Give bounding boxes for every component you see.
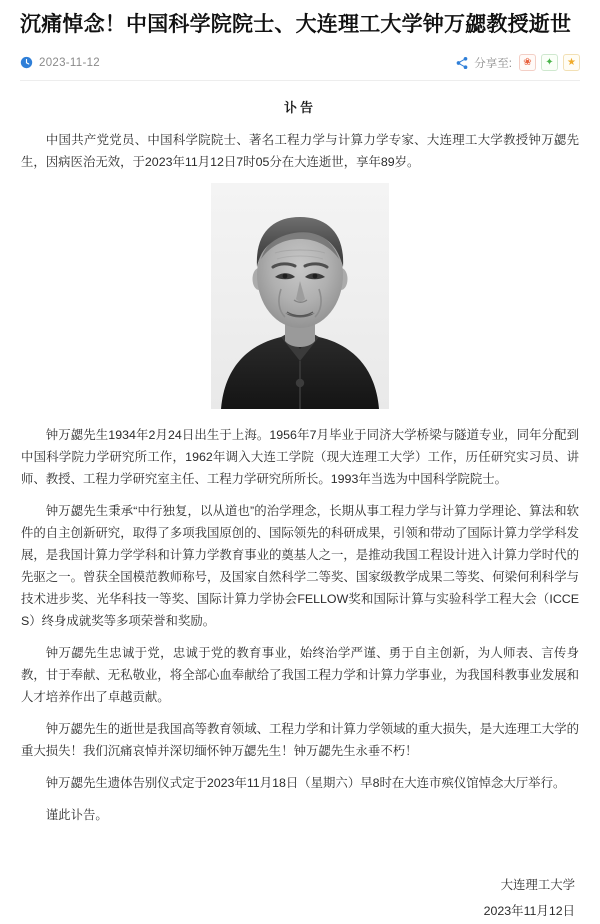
- share-nodes-icon[interactable]: [455, 56, 469, 70]
- share-label: 分享至:: [474, 57, 512, 70]
- signature-block: [21, 872, 579, 924]
- paragraph: 中国共产党党员、中国科学院院士、著名工程力学与计算力学专家、大连理工大学教授钟万勰先生，因病医治无效，于2023年11月12日7时05分在大连逝世，享年89岁。: [21, 133, 579, 169]
- paragraph: 谨此讣告。: [45, 808, 108, 822]
- paragraph: 钟万勰先生秉承“中行独复，以从道也”的治学理念，长期从事工程力学与计算力学理论、算法和软件的自主创新研究，取得了多项我国原创的、国际领先的科研成果，引领和带动了国际计算力学学科发展，是我国计算力学学科和计算力学教育事业的奠基人之一，是推动我国工程设计进入计算力学时代的先驱之一。曾获全国模范教师称号，及国家自然科学二等奖、国家级教学成果二等奖、何梁何利科学与技术进步奖、光华科技一等奖、国际计算力学协会FELLOW奖和国际计算与实验科学工程大会（ICCES）终身成就奖等多项荣誉和奖励。: [21, 504, 579, 628]
- share-weibo-button[interactable]: ❀: [519, 54, 536, 71]
- share-wechat-button[interactable]: ✦: [541, 54, 558, 71]
- paragraph: 钟万勰先生1934年2月24日出生于上海。1956年7月毕业于同济大学桥梁与隧道专业，同年分配到中国科学院力学研究所工作，1962年调入大连工学院（现大连理工大学）工作，历任研究实习员、讲师、教授、工程力学研究室主任、工程力学研究所所长。1993年当选为中国科学院院士。: [21, 428, 579, 486]
- signature-date: 2023年11月12日: [483, 904, 575, 918]
- article-meta-row: [20, 54, 580, 81]
- notice-heading: 讣告: [283, 100, 316, 115]
- paragraph: 钟万勰先生遗体告别仪式定于2023年11月18日（星期六）早8时在大连市殡仪馆悼念大厅举行。: [45, 776, 566, 790]
- article-body: [0, 97, 600, 924]
- article-header: [0, 0, 600, 81]
- page-title: 沉痛悼念！中国科学院院士、大连理工大学钟万勰教授逝世: [20, 13, 572, 36]
- share-bar: [455, 54, 580, 71]
- portrait-photo-container: [21, 183, 579, 414]
- paragraph: 钟万勰先生的逝世是我国高等教育领域、工程力学和计算力学领域的重大损失，是大连理工大学的重大损失！我们沉痛哀悼并深切缅怀钟万勰先生！钟万勰先生永垂不朽！: [21, 722, 579, 758]
- paragraph: 钟万勰先生忠诚于党，忠诚于党的教育事业，始终治学严谨、勇于自主创新，为人师表、言传身教，甘于奉献、无私敬业，将全部心血奉献给了我国工程力学和计算力学事业，为我国科教事业发展和人才培养作出了卓越贡献。: [21, 646, 579, 704]
- clock-icon: [20, 56, 33, 69]
- favorite-button[interactable]: ★: [563, 54, 580, 71]
- portrait-photo: [211, 183, 389, 409]
- publish-info: [20, 56, 100, 69]
- publish-date: 2023-11-12: [39, 56, 100, 69]
- signature-organization: 大连理工大学: [500, 878, 575, 892]
